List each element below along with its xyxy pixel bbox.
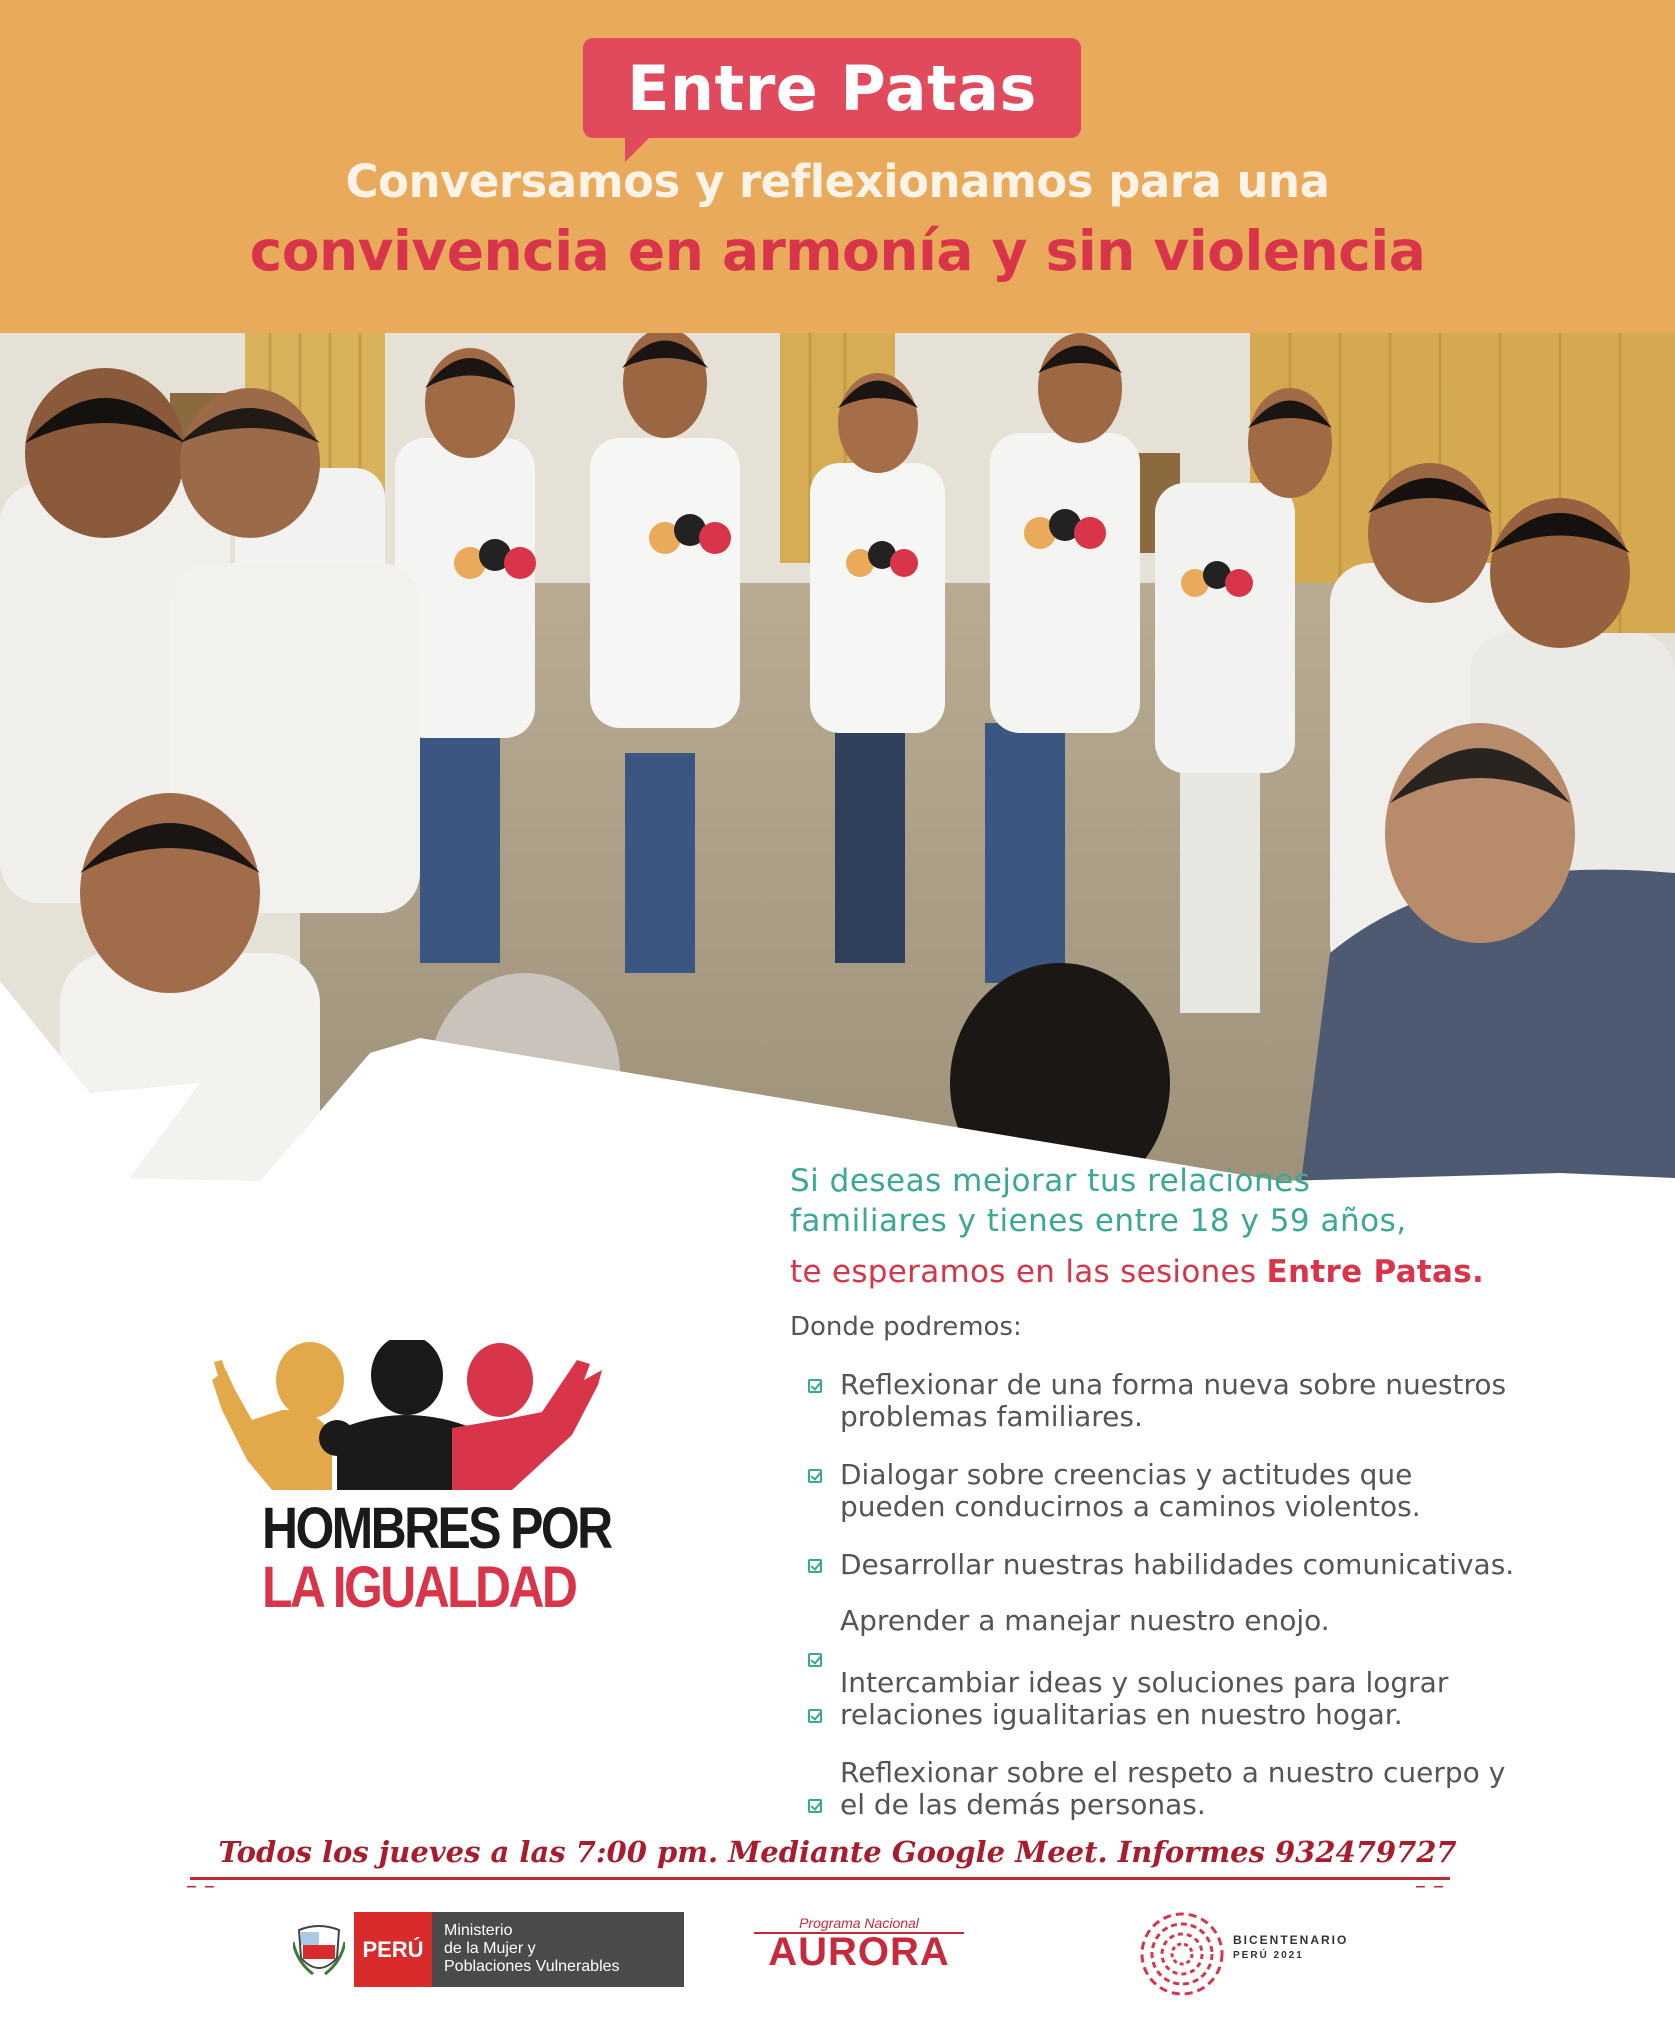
invitation-line-3 [790,1254,1484,1290]
logo-line-1: HOMBRES POR [262,1496,611,1561]
list-item-line-2: relaciones igualitarias en nuestro hogar. [840,1698,1403,1731]
aurora-program-label: Programa Nacional [754,1914,964,1934]
checkbox-icon [808,1469,822,1483]
title-badge [583,38,1081,138]
checkbox-icon [808,1379,822,1393]
checkbox-icon [808,1653,822,1667]
list-item-line-1: Reflexionar de una forma nueva sobre nuestros [840,1368,1507,1401]
list-item-line-1: Intercambiar ideas y soluciones para lograr [840,1666,1449,1699]
subtitle-line-1: Conversamos y reflexionamos para una [345,155,1330,208]
checkbox-icon [808,1709,822,1723]
ministry-line-3: Poblaciones Vulnerables [444,1958,620,1975]
ministry-logo [354,1912,684,1987]
bicentenario-line-2: PERÚ 2021 [1233,1950,1304,1961]
list-item-line-1: Desarrollar nuestras habilidades comunicativas. [840,1548,1515,1581]
list-item-line-2: el de las demás personas. [840,1788,1206,1821]
list-item-line-2: problemas familiares. [840,1400,1143,1433]
list-item-line-2: pueden conducirnos a caminos violentos. [840,1490,1421,1523]
footer-dash-right: – – [1415,1874,1444,1899]
donde-heading: Donde podremos: [790,1312,1022,1342]
peru-label: PERÚ [354,1912,432,1987]
hombres-igualdad-figures-icon [212,1340,602,1490]
checkbox-icon [808,1559,822,1573]
invitation-line-2: familiares y tienes entre 18 y 59 años, [790,1203,1407,1239]
list-item-line-1: Reflexionar sobre el respeto a nuestro cuerpo y [840,1756,1506,1789]
bicentenario-swirl-icon [1134,1906,1230,2002]
subtitle-line-2: convivencia en armonía y sin violencia [249,219,1426,283]
footer-dash-left: – – [186,1874,215,1899]
bicentenario-line-1: BICENTENARIO [1233,1933,1349,1947]
ministry-line-1: Ministerio [444,1922,513,1939]
invitation-line-1: Si deseas mejorar tus relaciones [790,1163,1311,1199]
list-item-line-1: Aprender a manejar nuestro enojo. [840,1604,1330,1637]
footer-underline [190,1877,1450,1880]
group-photo [0,333,1675,1190]
list-item-line-1: Dialogar sobre creencias y actitudes que [840,1458,1413,1491]
logo-line-2: LA IGUALDAD [262,1555,576,1620]
invitation-highlight: Entre Patas [1266,1254,1472,1290]
title-badge-text: Entre Patas [627,51,1037,125]
ministry-name [432,1912,684,1987]
aurora-logo-text: AURORA [768,1930,950,1974]
invitation-line-3-suffix: . [1472,1254,1485,1290]
peru-coat-of-arms-icon [293,1922,345,1980]
invitation-line-3-prefix: te esperamos en las sesiones [790,1254,1267,1290]
checkbox-icon [808,1799,822,1813]
schedule-info: Todos los jueves a las 7:00 pm. Mediante Google Meet. Informes 932479727 [218,1835,1457,1869]
ministry-line-2: de la Mujer y [444,1940,536,1957]
